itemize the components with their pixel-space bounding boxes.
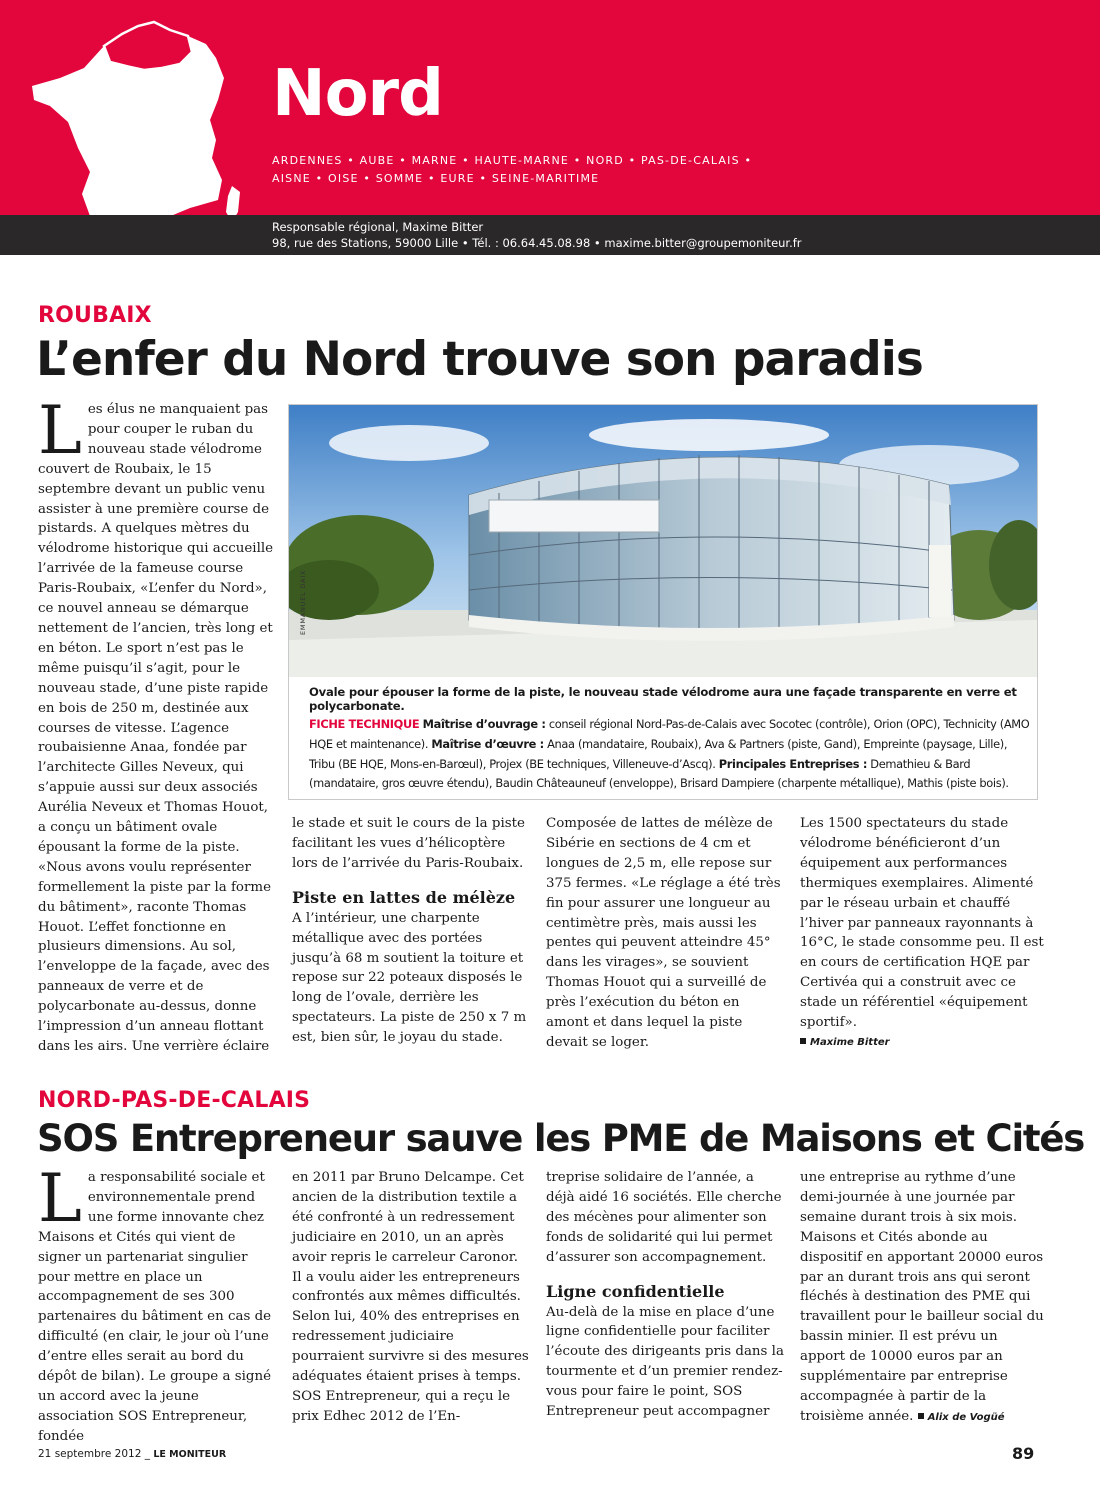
page-number: 89 — [1012, 1444, 1035, 1463]
article-column — [800, 1168, 1046, 1438]
square-bullet-icon — [800, 1038, 806, 1044]
technical-sheet-label: FICHE TECHNIQUE — [309, 717, 420, 731]
tech-pe-label: Principales Entreprises : — [718, 756, 868, 771]
article-subhead: Piste en lattes de mélèze — [292, 887, 516, 907]
article-kicker: ROUBAIX — [38, 303, 152, 328]
photo-box — [288, 404, 1038, 800]
article-column — [38, 392, 274, 1054]
region-banner — [0, 0, 1100, 255]
photo-credit-text: EMMANUEL DAIX — [299, 569, 307, 635]
france-map-icon — [10, 8, 250, 248]
square-bullet-icon — [918, 1413, 924, 1419]
column-text: treprise solidaire de l’année, a déjà aidé 16 sociétés. Elle cherche des mécènes pour alimenter son fonds de solidarité qui lui permet d’assurer son accompagnement. — [546, 1170, 782, 1265]
drop-cap: L — [38, 1160, 82, 1237]
velodrome-photo — [289, 405, 1037, 677]
tech-mo-text: conseil régional Nord-Pas-de-Calais avec Socotec (contrôle), Orion (OPC), Technicity (AMO HQE et maintenance). — [309, 717, 1030, 751]
contact-strip — [0, 215, 1100, 255]
department-line: AISNE • OISE • SOMME • EURE • SEINE-MARITIME — [272, 172, 600, 185]
issue-date: 21 septembre 2012 — [38, 1448, 142, 1460]
author-name: Alix de Vogüé — [927, 1411, 1005, 1423]
contact-info — [272, 219, 802, 251]
department-line: ARDENNES • AUBE • MARNE • HAUTE-MARNE • NORD • PAS-DE-CALAIS • — [272, 154, 753, 167]
department-list — [272, 152, 752, 188]
contact-manager: Responsable régional, Maxime Bitter — [272, 220, 484, 234]
region-title: Nord — [272, 57, 443, 131]
contact-address: 98, rue des Stations, 59000 Lille • Tél. : 06.64.45.08.98 • maxime.bitter@groupemoniteur.fr — [272, 236, 802, 250]
article-kicker: NORD-PAS-DE-CALAIS — [38, 1088, 311, 1113]
column-text: Au-delà de la mise en place d’une ligne confidentielle pour faciliter l’écoute des dirigeants pris dans la tourmente et d’un premier rendez-vous pour faire le point, SOS Entrepreneur peut accompagner — [546, 1304, 784, 1420]
column-text: en 2011 par Bruno Delcampe. Cet ancien de la distribution textile a été confronté à un redressement judiciaire en 2010, un an après avoir repris le carreleur Caronor. Il a voulu aider les entrepreneurs confrontés aux mêmes difficultés. Selon lui, 40% des entreprises en redressement judiciaire pourraient survivre si des mesures adéquates étaient prises à temps. SOS Entrepreneur, qui a reçu le prix Edhec 2012 de l’En- — [292, 1170, 529, 1424]
column-text: le stade et suit le cours de la piste facilitant les vues d’hélicoptère lors de l’arrivée du Paris-Roubaix. — [292, 816, 525, 871]
author-signature — [918, 1412, 1005, 1423]
magazine-name: LE MONITEUR — [153, 1449, 227, 1460]
article-column — [800, 814, 1046, 1054]
article-column — [38, 1160, 274, 1444]
technical-sheet — [309, 715, 1031, 794]
column-text: Composée de lattes de mélèze de Sibérie en sections de 4 cm et longues de 2,5 m, elle repose sur 375 fermes. «Le réglage a été très fin pour assurer une longueur au centimètre près, mais aussi les pentes qui peuvent atteindre 45° dans les virages», se souvient Thomas Houot qui a surveillé de près l’exécution du béton en amont et dans lequel la piste devait se loger. — [546, 816, 781, 1050]
page-footer — [38, 1448, 226, 1460]
article-headline: SOS Entrepreneur sauve les PME de Maisons et Cités — [37, 1117, 1085, 1160]
author-signature — [800, 1033, 1046, 1053]
column-text-body: une entreprise au rythme d’une demi-journée à une journée par semaine durant trois à six mois. Maisons et Cités abonde au dispositif en apportant 20000 euros par an durant trois ans qui seront fléchés à destination des PME qui travaillent pour le bailleur social du bassin minier. Il est prévu un apport de 10000 euros par an supplémentaire par entreprise accompagnée à partir de la troisième année. — [800, 1170, 1044, 1424]
column-text: a responsabilité sociale et environnementale prend une forme innovante chez Maisons et Cités qui vient de signer un partenariat singulier pour mettre en place un accompagnement de ses 300 partenaires du bâtiment en cas de difficulté (en clair, le jour où l’une d’entre elles serait au bord du dépôt de bilan). Le groupe a signé un accord avec la jeune association SOS Entrepreneur, fondée — [38, 1170, 272, 1444]
footer-separator: _ — [144, 1448, 150, 1460]
photo-caption: Ovale pour épouser la forme de la piste, le nouveau stade vélodrome aura une façade transparente en verre et polycarbonate. — [309, 685, 1017, 713]
tech-moe-text: Anaa (mandataire, Roubaix), Ava & Partners (piste, Gand), Empreinte (paysage, Lille), Tribu (BE HQE, Mons-en-Barœul), Projex (BE techniques, Villeneuve-d’Ascq). — [309, 736, 1008, 771]
article-column — [546, 814, 784, 1054]
photo-credit — [289, 405, 309, 677]
article-column — [292, 814, 532, 1054]
column-text: A l’intérieur, une charpente métallique avec des portées jusqu’à 68 m soutient la toiture et repose sur 22 poteaux disposés le long de l’ovale, derrière les spectateurs. La piste de 250 x 7 m est, bien sûr, le joyau du stade. — [292, 910, 527, 1046]
article-subhead: Ligne confidentielle — [546, 1281, 725, 1301]
column-text — [800, 1168, 1046, 1428]
article-headline: L’enfer du Nord trouve son paradis — [36, 332, 923, 387]
column-text: Les 1500 spectateurs du stade vélodrome bénéficieront d’un équipement aux performances thermiques exemplaires. Alimenté par le réseau urbain et chauffé l’hiver par panneaux rayonnants à 16°C, le stade consomme peu. Il est en cours de certification HQE par Certivéa qui a construit avec ce stade un référentiel «équipement sportif». — [800, 816, 1044, 1031]
tech-mo-label: Maîtrise d’ouvrage : — [422, 717, 546, 731]
author-name: Maxime Bitter — [810, 1036, 890, 1048]
article-column — [546, 1168, 786, 1438]
column-text: es élus ne manquaient pas pour couper le ruban du nouveau stade vélodrome couvert de Roubaix, le 15 septembre devant un public venu assister à une première course de pistards. A quelques mètres du vélodrome historique qui accueille l’arrivée de la fameuse course Paris-Roubaix, «L’enfer du Nord», ce nouvel anneau se démarque nettement de l’ancien, très long et en béton. Le sport n’est pas le même puisqu’il s’agit, pour le nouveau stade, d’une piste rapide en bois de 250 m, destinée aux courses de vitesse. L’agence roubaisienne Anaa, fondée par l’architecte Gilles Neveux, qui s’appuie aussi sur deux associés Aurélia Neveux et Thomas Houot, a conçu un bâtiment ovale épousant la forme de la piste. «Nous avons voulu représenter formellement la piste par la forme du bâtiment», raconte Thomas Houot. L’effet fonctionne en plusieurs dimensions. Au sol, l’enveloppe de la façade, avec des panneaux de verre et de polycarbonate au-dessus, donne l’impression d’un anneau flottant dans les airs. Une verrière éclaire — [38, 402, 274, 1054]
drop-cap: L — [38, 392, 82, 469]
article-column — [292, 1168, 530, 1438]
tech-moe-label: Maîtrise d’œuvre : — [431, 736, 544, 751]
tech-pe-text: Demathieu & Bard (mandataire, gros œuvre étendu), Baudin Châteauneuf (enveloppe), Brisard Dampiere (charpente métallique), Mathis (piste bois). — [309, 756, 1009, 791]
